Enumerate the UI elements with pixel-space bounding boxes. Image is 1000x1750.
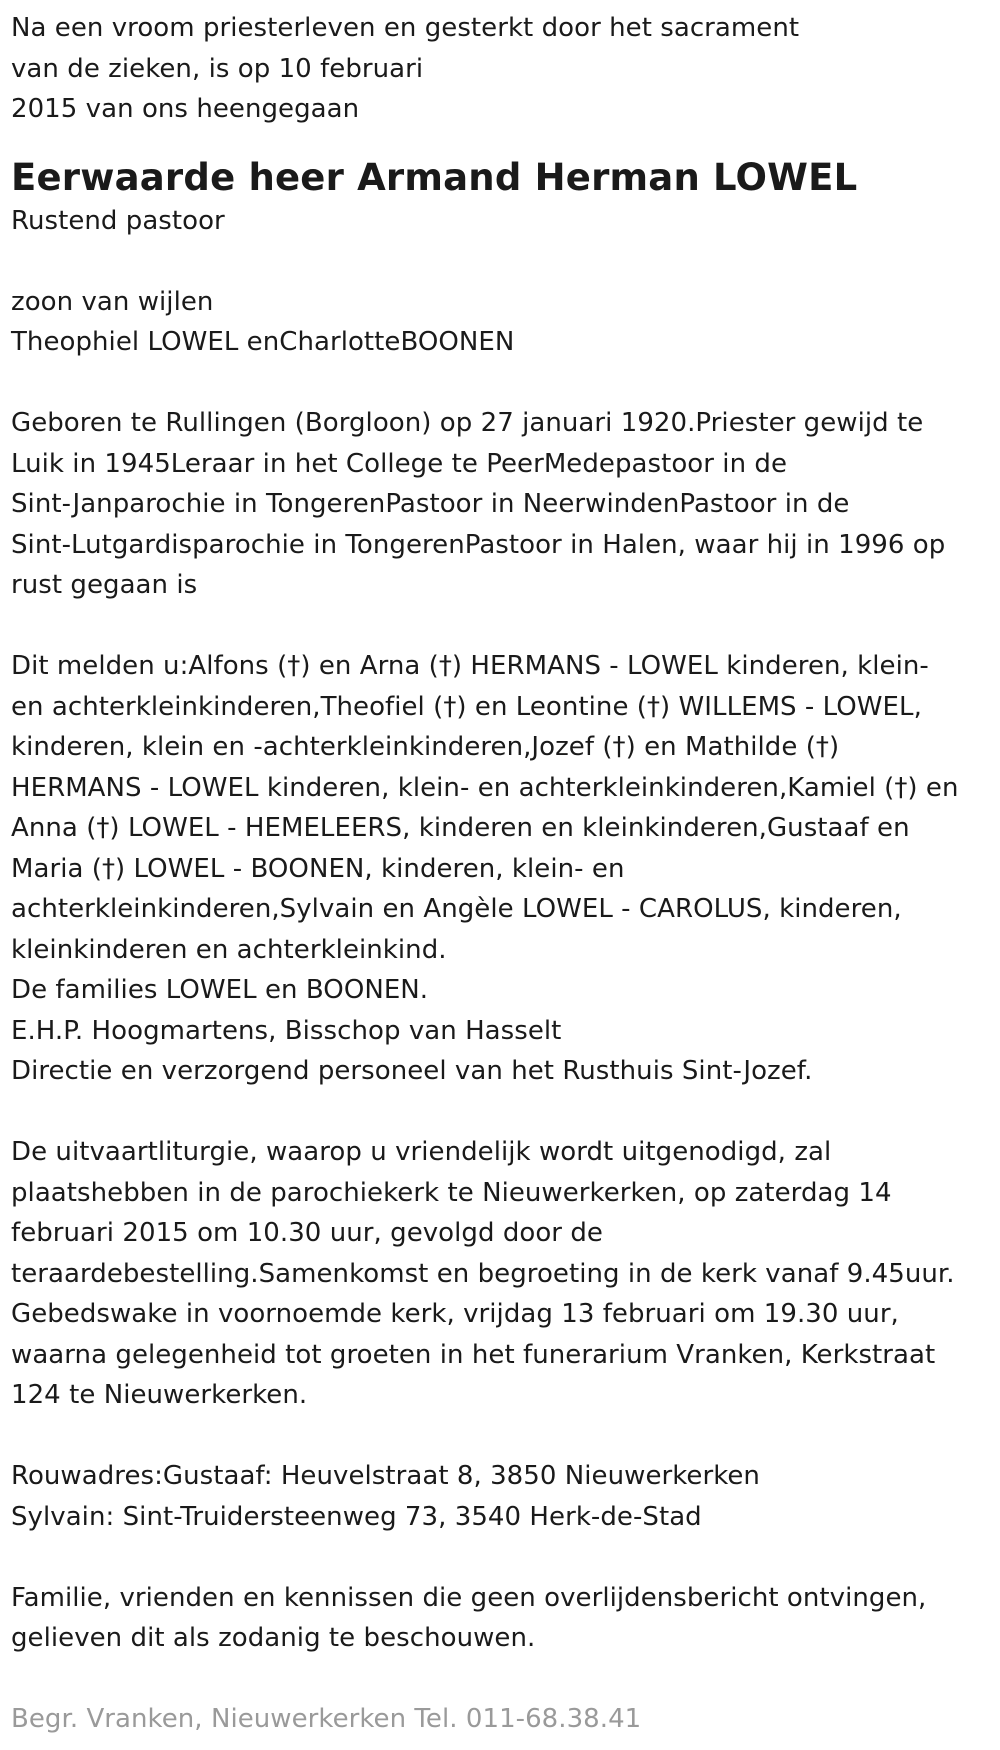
funeral-line: waarna gelegenheid tot groeten in het funerarium Vranken, Kerkstraat xyxy=(11,1339,936,1370)
closing-paragraph xyxy=(11,1578,991,1659)
closing-line: gelieven dit als zodanig te beschouwen. xyxy=(11,1623,536,1653)
biography-line: rust gegaan is xyxy=(11,570,198,600)
funeral-home-footer: Begr. Vranken, Nieuwerkerken Tel. 011-68.38.41 xyxy=(11,1704,642,1734)
funeral-line: teraardebestelling.Samenkomst en begroeting in de kerk vanaf 9.45uur. xyxy=(11,1258,955,1289)
announcers-paragraph xyxy=(11,646,991,1092)
funeral-line: februari 2015 om 10.30 uur, gevolgd door de xyxy=(11,1218,603,1248)
biography-line: Sint-Janparochie in TongerenPastoor in NeerwindenPastoor in de xyxy=(11,489,850,519)
announcers-line: kleinkinderen en achterkleinkind. xyxy=(11,934,447,965)
biography-line: Geboren te Rullingen (Borgloon) op 27 januari 1920.Priester gewijd te xyxy=(11,408,924,438)
announcers-line: Maria (†) LOWEL - BOONEN, kinderen, klein- en xyxy=(11,853,625,884)
announcers-line: De families LOWEL en BOONEN. xyxy=(11,975,429,1005)
deceased-name: Eerwaarde heer Armand Herman LOWEL xyxy=(11,155,858,199)
closing-line: Familie, vrienden en kennissen die geen overlijdensbericht ontvingen, xyxy=(11,1582,927,1613)
announcers-line: Directie en verzorgend personeel van het Rusthuis Sint-Jozef. xyxy=(11,1056,813,1086)
addresses-paragraph xyxy=(11,1456,991,1537)
announcers-line: Anna (†) LOWEL - HEMELEERS, kinderen en kleinkinderen,Gustaaf en xyxy=(11,813,910,843)
address-line: Sylvain: Sint-Truidersteenweg 73, 3540 Herk-de-Stad xyxy=(11,1501,702,1532)
intro-paragraph xyxy=(11,8,991,130)
intro-line: 2015 van ons heengegaan xyxy=(11,94,360,124)
announcers-line: Dit melden u:Alfons (†) en Arna (†) HERMANS - LOWEL kinderen, klein- xyxy=(11,651,929,681)
biography-paragraph xyxy=(11,403,991,606)
announcers-line: kinderen, klein en -achterkleinkinderen,Jozef (†) en Mathilde (†) xyxy=(11,732,840,762)
funeral-line: Gebedswake in voornoemde kerk, vrijdag 13 februari om 19.30 uur, xyxy=(11,1299,899,1329)
biography-line: Sint-Lutgardisparochie in TongerenPastoor in Halen, waar hij in 1996 op xyxy=(11,529,946,560)
parents-line: Theophiel LOWEL enCharlotteBOONEN xyxy=(11,327,515,357)
funeral-line: plaatshebben in de parochiekerk te Nieuwerkerken, op zaterdag 14 xyxy=(11,1177,892,1208)
announcers-line: en achterkleinkinderen,Theofiel (†) en Leontine (†) WILLEMS - LOWEL, xyxy=(11,691,922,722)
funeral-line: 124 te Nieuwerkerken. xyxy=(11,1380,308,1410)
intro-line: van de zieken, is op 10 februari xyxy=(11,53,424,84)
address-line: Rouwadres:Gustaaf: Heuvelstraat 8, 3850 Nieuwerkerken xyxy=(11,1461,760,1491)
parents-paragraph xyxy=(11,282,991,363)
announcers-line: E.H.P. Hoogmartens, Bisschop van Hasselt xyxy=(11,1015,562,1046)
parents-line: zoon van wijlen xyxy=(11,286,214,317)
intro-line: Na een vroom priesterleven en gesterkt door het sacrament xyxy=(11,13,800,43)
funeral-paragraph xyxy=(11,1132,991,1416)
announcers-line: HERMANS - LOWEL kinderen, klein- en achterkleinkinderen,Kamiel (†) en xyxy=(11,772,959,803)
deceased-role: Rustend pastoor xyxy=(11,205,225,236)
funeral-line: De uitvaartliturgie, waarop u vriendelijk wordt uitgenodigd, zal xyxy=(11,1137,832,1167)
biography-line: Luik in 1945Leraar in het College te PeerMedepastoor in de xyxy=(11,448,788,479)
announcers-line: achterkleinkinderen,Sylvain en Angèle LOWEL - CAROLUS, kinderen, xyxy=(11,894,902,924)
obituary-notice xyxy=(11,8,991,1740)
